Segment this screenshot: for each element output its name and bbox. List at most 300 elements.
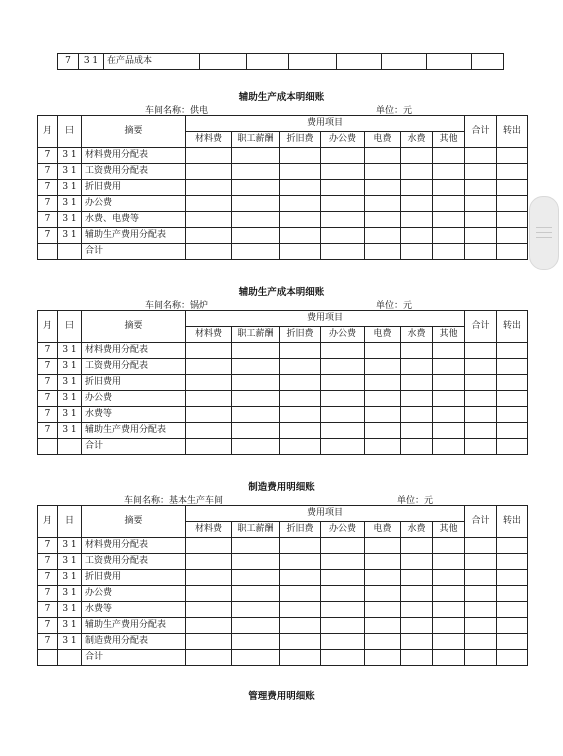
summary-cell: 折旧费用: [82, 375, 186, 391]
value-cell: [186, 423, 232, 439]
expense-item-header: 折旧费: [280, 522, 321, 538]
month-cell: 7: [38, 228, 58, 244]
value-cell: [321, 391, 365, 407]
value-cell: [365, 391, 401, 407]
value-cell: [433, 148, 465, 164]
value-cell: [497, 423, 528, 439]
value-cell: [365, 554, 401, 570]
value-cell: [465, 439, 497, 455]
expense-item-header: 办公费: [321, 132, 365, 148]
month-cell: [38, 650, 58, 666]
day-cell: [58, 244, 82, 260]
value-cell: [280, 634, 321, 650]
transfer-header: 转出: [497, 311, 528, 343]
value-cell: [465, 148, 497, 164]
value-cell: [232, 164, 280, 180]
value-cell: [232, 244, 280, 260]
value-cell: [232, 570, 280, 586]
ledger-table: [37, 505, 528, 666]
value-cell: [497, 343, 528, 359]
value-cell: [433, 570, 465, 586]
value-cell: [186, 359, 232, 375]
value-cell: [401, 212, 433, 228]
value-cell: [472, 54, 504, 70]
expense-item-header: 职工薪酬: [232, 132, 280, 148]
value-cell: [232, 212, 280, 228]
month-cell: 7: [38, 423, 58, 439]
day-cell: [58, 650, 82, 666]
value-cell: [497, 439, 528, 455]
summary-cell: 在产品成本: [104, 54, 200, 70]
table-row: [38, 407, 528, 423]
value-cell: [232, 602, 280, 618]
section-title: 辅助生产成本明细账: [238, 287, 325, 298]
value-cell: [433, 228, 465, 244]
value-cell: [321, 212, 365, 228]
expense-item-header: 其他: [433, 132, 465, 148]
value-cell: [280, 586, 321, 602]
value-cell: [365, 439, 401, 455]
total-header: 合计: [465, 506, 497, 538]
value-cell: [280, 650, 321, 666]
value-cell: [321, 164, 365, 180]
value-cell: [401, 650, 433, 666]
header-row: [38, 506, 528, 522]
header-row: [38, 116, 528, 132]
day-cell: 3 1: [58, 212, 82, 228]
month-cell: 7: [38, 359, 58, 375]
table-row: [38, 602, 528, 618]
day-header: 曰: [58, 116, 82, 148]
value-cell: [401, 228, 433, 244]
month-cell: 7: [38, 196, 58, 212]
table-row: [38, 359, 528, 375]
table-row: [38, 343, 528, 359]
value-cell: [365, 180, 401, 196]
month-cell: 7: [38, 618, 58, 634]
ledger-table: [37, 310, 528, 455]
value-cell: [401, 570, 433, 586]
grip-line-icon: [536, 237, 552, 238]
value-cell: [200, 54, 247, 70]
value-cell: [433, 439, 465, 455]
unit-label: 单位：元: [376, 301, 413, 311]
value-cell: [365, 650, 401, 666]
value-cell: [365, 570, 401, 586]
expense-item-header: 水费: [401, 327, 433, 343]
value-cell: [497, 359, 528, 375]
scroll-handle[interactable]: [529, 196, 559, 270]
workshop-label: 车间名称：供电: [145, 106, 209, 116]
value-cell: [232, 196, 280, 212]
value-cell: [321, 586, 365, 602]
value-cell: [321, 423, 365, 439]
table-row: [38, 554, 528, 570]
table-row: [38, 196, 528, 212]
total-header: 合计: [465, 116, 497, 148]
value-cell: [280, 244, 321, 260]
unit-label: 单位：元: [397, 496, 434, 506]
expense-items-header: 费用项目: [186, 311, 465, 327]
value-cell: [365, 196, 401, 212]
expense-item-header: 电费: [365, 522, 401, 538]
value-cell: [337, 54, 382, 70]
table-row: [38, 423, 528, 439]
value-cell: [321, 570, 365, 586]
value-cell: [497, 634, 528, 650]
day-cell: 3 1: [58, 586, 82, 602]
value-cell: [401, 602, 433, 618]
value-cell: [365, 634, 401, 650]
month-cell: 7: [38, 538, 58, 554]
summary-cell: 折旧费用: [82, 180, 186, 196]
table-row: [38, 570, 528, 586]
day-cell: 3 1: [58, 196, 82, 212]
value-cell: [433, 343, 465, 359]
table-row: [38, 148, 528, 164]
transfer-header: 转出: [497, 116, 528, 148]
summary-cell: 办公费: [82, 586, 186, 602]
value-cell: [465, 554, 497, 570]
value-cell: [232, 228, 280, 244]
total-label: 合计: [82, 439, 186, 455]
month-cell: 7: [38, 391, 58, 407]
value-cell: [401, 586, 433, 602]
month-cell: 7: [38, 343, 58, 359]
value-cell: [280, 391, 321, 407]
value-cell: [401, 634, 433, 650]
value-cell: [465, 423, 497, 439]
day-cell: 3 1: [58, 359, 82, 375]
month-cell: 7: [38, 586, 58, 602]
month-header: 月: [38, 506, 58, 538]
value-cell: [280, 180, 321, 196]
expense-item-header: 材料费: [186, 522, 232, 538]
expense-item-header: 材料费: [186, 327, 232, 343]
value-cell: [401, 359, 433, 375]
value-cell: [497, 148, 528, 164]
value-cell: [232, 343, 280, 359]
month-cell: [38, 244, 58, 260]
expense-item-header: 电费: [365, 132, 401, 148]
grip-line-icon: [536, 232, 552, 233]
value-cell: [186, 650, 232, 666]
value-cell: [401, 343, 433, 359]
value-cell: [433, 634, 465, 650]
value-cell: [497, 618, 528, 634]
value-cell: [186, 586, 232, 602]
value-cell: [433, 618, 465, 634]
table-row: [38, 538, 528, 554]
workshop-label: 车间名称：锅炉: [145, 301, 209, 311]
section-title: 辅助生产成本明细账: [238, 92, 325, 103]
value-cell: [433, 164, 465, 180]
summary-cell: 辅助生产费用分配表: [82, 228, 186, 244]
section-title: 制造费用明细账: [248, 482, 315, 493]
summary-cell: 辅助生产费用分配表: [82, 618, 186, 634]
day-cell: 3 1: [79, 54, 104, 70]
value-cell: [497, 164, 528, 180]
table-row: [38, 586, 528, 602]
value-cell: [232, 407, 280, 423]
summary-cell: 材料费用分配表: [82, 148, 186, 164]
value-cell: [465, 180, 497, 196]
value-cell: [321, 343, 365, 359]
value-cell: [497, 570, 528, 586]
value-cell: [497, 244, 528, 260]
expense-item-header: 折旧费: [280, 327, 321, 343]
value-cell: [365, 148, 401, 164]
value-cell: [321, 650, 365, 666]
day-cell: 3 1: [58, 180, 82, 196]
value-cell: [497, 650, 528, 666]
value-cell: [365, 618, 401, 634]
value-cell: [321, 407, 365, 423]
table-row: [38, 180, 528, 196]
summary-cell: 水费、电费等: [82, 212, 186, 228]
value-cell: [280, 343, 321, 359]
value-cell: [186, 375, 232, 391]
value-cell: [365, 586, 401, 602]
value-cell: [497, 375, 528, 391]
month-cell: 7: [38, 634, 58, 650]
value-cell: [497, 554, 528, 570]
value-cell: [280, 407, 321, 423]
expense-item-header: 水费: [401, 522, 433, 538]
summary-cell: 工资费用分配表: [82, 554, 186, 570]
month-header: 月: [38, 311, 58, 343]
value-cell: [186, 538, 232, 554]
day-cell: 3 1: [58, 570, 82, 586]
summary-cell: 材料费用分配表: [82, 343, 186, 359]
value-cell: [321, 359, 365, 375]
transfer-header: 转出: [497, 506, 528, 538]
month-cell: 7: [38, 407, 58, 423]
value-cell: [401, 554, 433, 570]
value-cell: [280, 212, 321, 228]
table-row: [38, 164, 528, 180]
value-cell: [497, 538, 528, 554]
value-cell: [321, 180, 365, 196]
expense-item-header: 其他: [433, 327, 465, 343]
summary-header: 摘要: [82, 506, 186, 538]
value-cell: [186, 602, 232, 618]
value-cell: [465, 586, 497, 602]
value-cell: [232, 634, 280, 650]
value-cell: [232, 439, 280, 455]
summary-header: 摘要: [82, 311, 186, 343]
table-row: [38, 391, 528, 407]
value-cell: [365, 244, 401, 260]
value-cell: [497, 180, 528, 196]
value-cell: [232, 180, 280, 196]
value-cell: [321, 228, 365, 244]
value-cell: [186, 634, 232, 650]
month-cell: 7: [38, 148, 58, 164]
value-cell: [186, 407, 232, 423]
value-cell: [401, 375, 433, 391]
month-header: 月: [38, 116, 58, 148]
day-cell: 3 1: [58, 164, 82, 180]
day-cell: 3 1: [58, 407, 82, 423]
value-cell: [280, 423, 321, 439]
value-cell: [321, 602, 365, 618]
summary-cell: 制造费用分配表: [82, 634, 186, 650]
value-cell: [280, 439, 321, 455]
value-cell: [289, 54, 337, 70]
expense-item-header: 其他: [433, 522, 465, 538]
month-cell: 7: [38, 180, 58, 196]
summary-cell: 工资费用分配表: [82, 164, 186, 180]
value-cell: [465, 618, 497, 634]
day-cell: 3 1: [58, 228, 82, 244]
value-cell: [321, 148, 365, 164]
value-cell: [186, 164, 232, 180]
value-cell: [433, 244, 465, 260]
value-cell: [465, 228, 497, 244]
value-cell: [321, 618, 365, 634]
value-cell: [382, 54, 427, 70]
value-cell: [365, 164, 401, 180]
day-header: 日: [58, 506, 82, 538]
grip-line-icon: [536, 227, 552, 228]
value-cell: [186, 148, 232, 164]
value-cell: [232, 554, 280, 570]
summary-cell: 办公费: [82, 196, 186, 212]
value-cell: [433, 407, 465, 423]
day-cell: 3 1: [58, 618, 82, 634]
value-cell: [401, 618, 433, 634]
day-cell: 3 1: [58, 538, 82, 554]
day-cell: 3 1: [58, 423, 82, 439]
value-cell: [186, 570, 232, 586]
month-cell: [38, 439, 58, 455]
day-cell: [58, 439, 82, 455]
value-cell: [365, 212, 401, 228]
value-cell: [401, 180, 433, 196]
value-cell: [365, 359, 401, 375]
expense-item-header: 办公费: [321, 522, 365, 538]
day-cell: 3 1: [58, 148, 82, 164]
value-cell: [186, 244, 232, 260]
value-cell: [497, 196, 528, 212]
table-row: [38, 634, 528, 650]
month-cell: 7: [38, 570, 58, 586]
day-header: 曰: [58, 311, 82, 343]
value-cell: [280, 359, 321, 375]
summary-cell: 折旧费用: [82, 570, 186, 586]
header-row: [38, 311, 528, 327]
value-cell: [280, 554, 321, 570]
value-cell: [280, 164, 321, 180]
day-cell: 3 1: [58, 602, 82, 618]
value-cell: [497, 586, 528, 602]
month-cell: 7: [58, 54, 79, 70]
value-cell: [433, 391, 465, 407]
expense-item-header: 水费: [401, 132, 433, 148]
expense-item-header: 折旧费: [280, 132, 321, 148]
day-cell: 3 1: [58, 554, 82, 570]
value-cell: [465, 164, 497, 180]
total-header: 合计: [465, 311, 497, 343]
value-cell: [280, 538, 321, 554]
value-cell: [465, 375, 497, 391]
summary-cell: 材料费用分配表: [82, 538, 186, 554]
day-cell: 3 1: [58, 634, 82, 650]
unit-label: 单位：元: [376, 106, 413, 116]
value-cell: [232, 618, 280, 634]
value-cell: [186, 343, 232, 359]
expense-items-header: 费用项目: [186, 506, 465, 522]
value-cell: [186, 228, 232, 244]
summary-header: 摘要: [82, 116, 186, 148]
value-cell: [465, 244, 497, 260]
table-row: [38, 618, 528, 634]
value-cell: [280, 196, 321, 212]
value-cell: [232, 375, 280, 391]
value-cell: [280, 602, 321, 618]
expense-item-header: 职工薪酬: [232, 522, 280, 538]
top-fragment-table: [57, 53, 504, 70]
value-cell: [321, 244, 365, 260]
day-cell: 3 1: [58, 343, 82, 359]
value-cell: [280, 618, 321, 634]
value-cell: [321, 538, 365, 554]
value-cell: [465, 538, 497, 554]
value-cell: [232, 538, 280, 554]
value-cell: [232, 148, 280, 164]
expense-items-header: 费用项目: [186, 116, 465, 132]
value-cell: [186, 391, 232, 407]
value-cell: [365, 423, 401, 439]
month-cell: 7: [38, 602, 58, 618]
value-cell: [365, 538, 401, 554]
total-label: 合计: [82, 650, 186, 666]
value-cell: [401, 244, 433, 260]
value-cell: [433, 538, 465, 554]
value-cell: [497, 602, 528, 618]
value-cell: [365, 343, 401, 359]
value-cell: [321, 439, 365, 455]
ledger-table: [37, 115, 528, 260]
value-cell: [465, 602, 497, 618]
value-cell: [465, 391, 497, 407]
month-cell: 7: [38, 375, 58, 391]
table-row: [58, 54, 504, 70]
day-cell: 3 1: [58, 391, 82, 407]
value-cell: [401, 196, 433, 212]
value-cell: [433, 650, 465, 666]
value-cell: [232, 650, 280, 666]
total-row: [38, 439, 528, 455]
value-cell: [365, 228, 401, 244]
total-row: [38, 244, 528, 260]
value-cell: [433, 180, 465, 196]
value-cell: [497, 228, 528, 244]
value-cell: [433, 375, 465, 391]
summary-cell: 辅助生产费用分配表: [82, 423, 186, 439]
value-cell: [280, 570, 321, 586]
value-cell: [280, 375, 321, 391]
month-cell: 7: [38, 164, 58, 180]
summary-cell: 办公费: [82, 391, 186, 407]
value-cell: [465, 343, 497, 359]
summary-cell: 工资费用分配表: [82, 359, 186, 375]
value-cell: [186, 554, 232, 570]
table-row: [38, 228, 528, 244]
table-row: [38, 212, 528, 228]
value-cell: [497, 407, 528, 423]
